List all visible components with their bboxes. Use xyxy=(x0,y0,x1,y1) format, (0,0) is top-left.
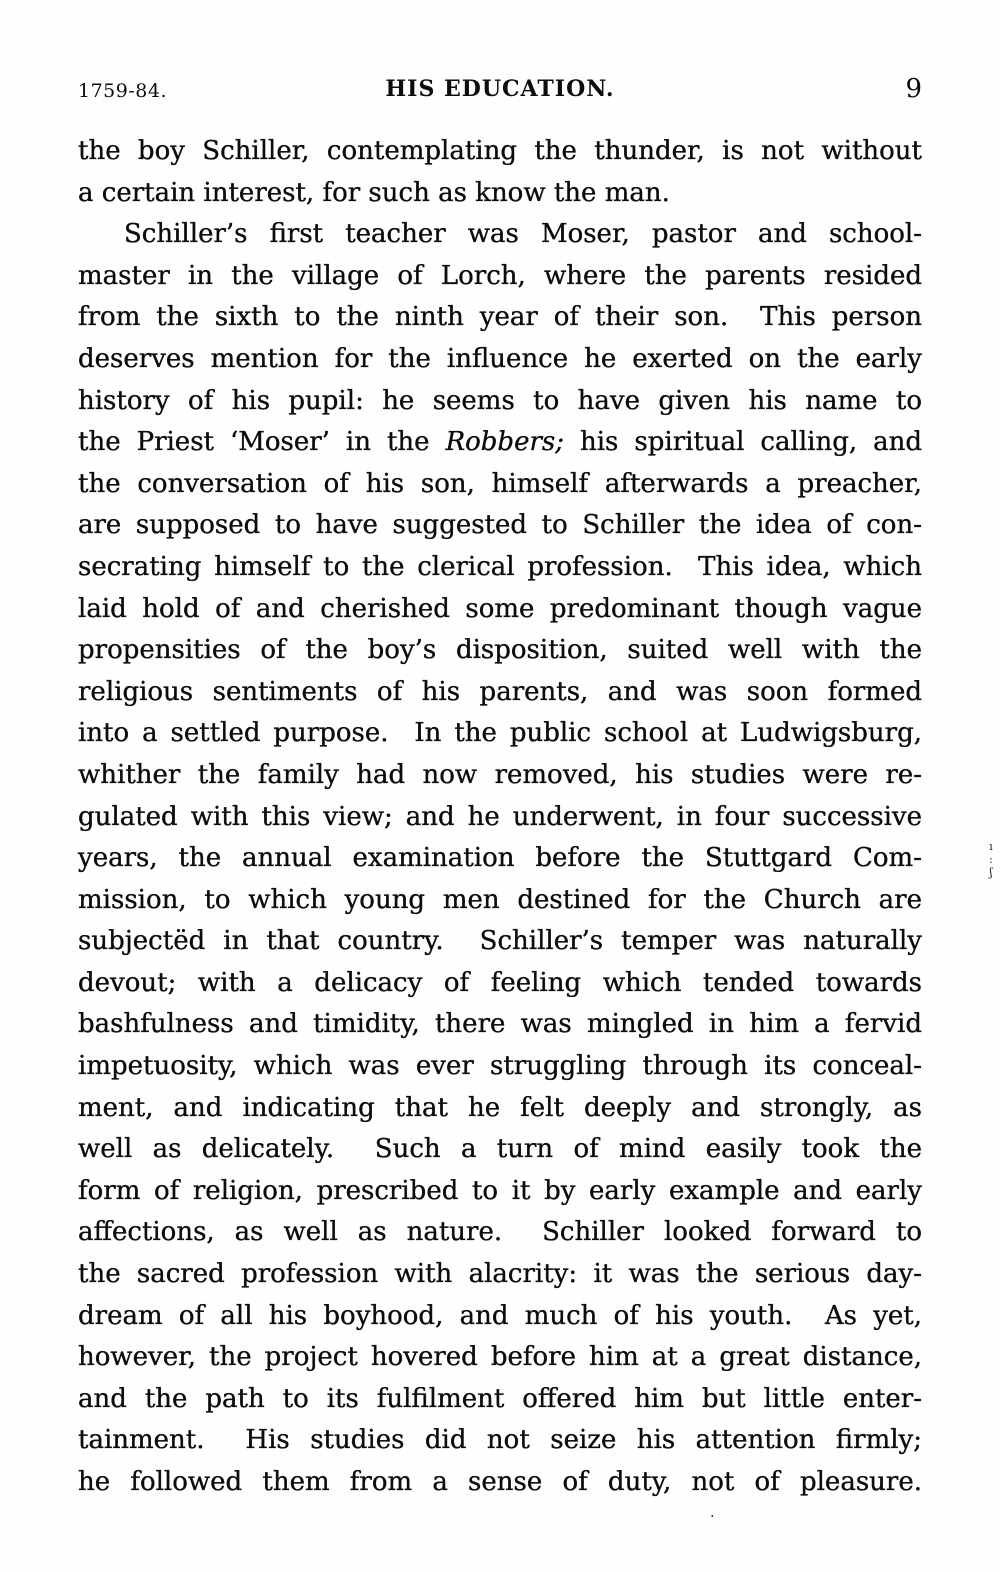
page-number: 9 xyxy=(905,74,922,104)
text-line: whither the family had now removed, his studies were re- xyxy=(78,759,922,790)
page-body xyxy=(78,131,922,1504)
text-line: into a settled purpose. In the public school at Ludwigsburg, xyxy=(78,718,922,749)
text-line: secrating himself to the clerical profession. This idea, which xyxy=(78,551,922,582)
text-line: from the sixth to the ninth year of their son. This person xyxy=(78,302,922,333)
running-title: HIS EDUCATION. xyxy=(385,76,615,102)
header-date-range: 1759-84. xyxy=(78,80,167,102)
paragraph xyxy=(78,214,922,1503)
page-header xyxy=(78,70,922,104)
text-line: dream of all his boyhood, and much of his youth. As yet, xyxy=(78,1300,922,1331)
text-line: form of religion, prescribed to it by early example and early xyxy=(78,1175,922,1206)
text-line: years, the annual examination before the Stuttgard Com- xyxy=(78,843,922,874)
text-line: religious sentiments of his parents, and was soon formed xyxy=(78,676,922,707)
text-line: the boy Schiller, contemplating the thunder, is not without xyxy=(78,136,922,166)
scan-artifact: ı : ʃ xyxy=(989,840,993,879)
text-line: propensities of the boy’s disposition, suited well with the xyxy=(78,635,922,666)
text-line: ment, and indicating that he felt deeply and strongly, as xyxy=(78,1092,922,1123)
text-line: are supposed to have suggested to Schiller the idea of con- xyxy=(78,510,922,541)
text-line: well as delicately. Such a turn of mind easily took the xyxy=(78,1134,922,1165)
text-line: affections, as well as nature. Schiller looked forward to xyxy=(78,1217,922,1248)
text-line: Schiller’s first teacher was Moser, pastor and school- xyxy=(124,219,922,250)
text-line: the conversation of his son, himself afterwards a preacher, xyxy=(78,468,922,499)
text-line: and the path to its fulfilment offered him but little enter- xyxy=(78,1383,922,1414)
text-line: a certain interest, for such as know the man. xyxy=(78,177,670,208)
text-line: the sacred profession with alacrity: it was the serious day- xyxy=(78,1259,922,1290)
text-line: history of his pupil: he seems to have given his name to xyxy=(78,385,922,416)
text-line: deserves mention for the influence he exerted on the early xyxy=(78,343,922,374)
text-line: impetuosity, which was ever struggling through its conceal- xyxy=(78,1051,922,1082)
text-line: tainment. His studies did not seize his attention firmly; xyxy=(78,1425,922,1456)
paragraph xyxy=(78,131,922,214)
text-line: however, the project hovered before him at a great distance, xyxy=(78,1342,922,1373)
text-line: master in the village of Lorch, where the parents resided xyxy=(78,260,922,291)
text-line: subjectëd in that country. Schiller’s temper was naturally xyxy=(78,926,922,957)
text-line: gulated with this view; and he underwent, in four successive xyxy=(78,801,922,832)
text-line: he followed them from a sense of duty, not of pleasure. xyxy=(78,1467,922,1497)
text-line: laid hold of and cherished some predominant though vague xyxy=(78,593,922,624)
text-line: bashfulness and timidity, there was mingled in him a fervid xyxy=(78,1009,922,1040)
text-line: mission, to which young men destined for the Church are xyxy=(78,884,922,915)
text-line: the Priest ‘Moser’ in the Robbers; his spiritual calling, and xyxy=(78,427,922,458)
scan-speck: . xyxy=(710,1505,715,1521)
text-line: devout; with a delicacy of feeling which tended towards xyxy=(78,967,922,998)
